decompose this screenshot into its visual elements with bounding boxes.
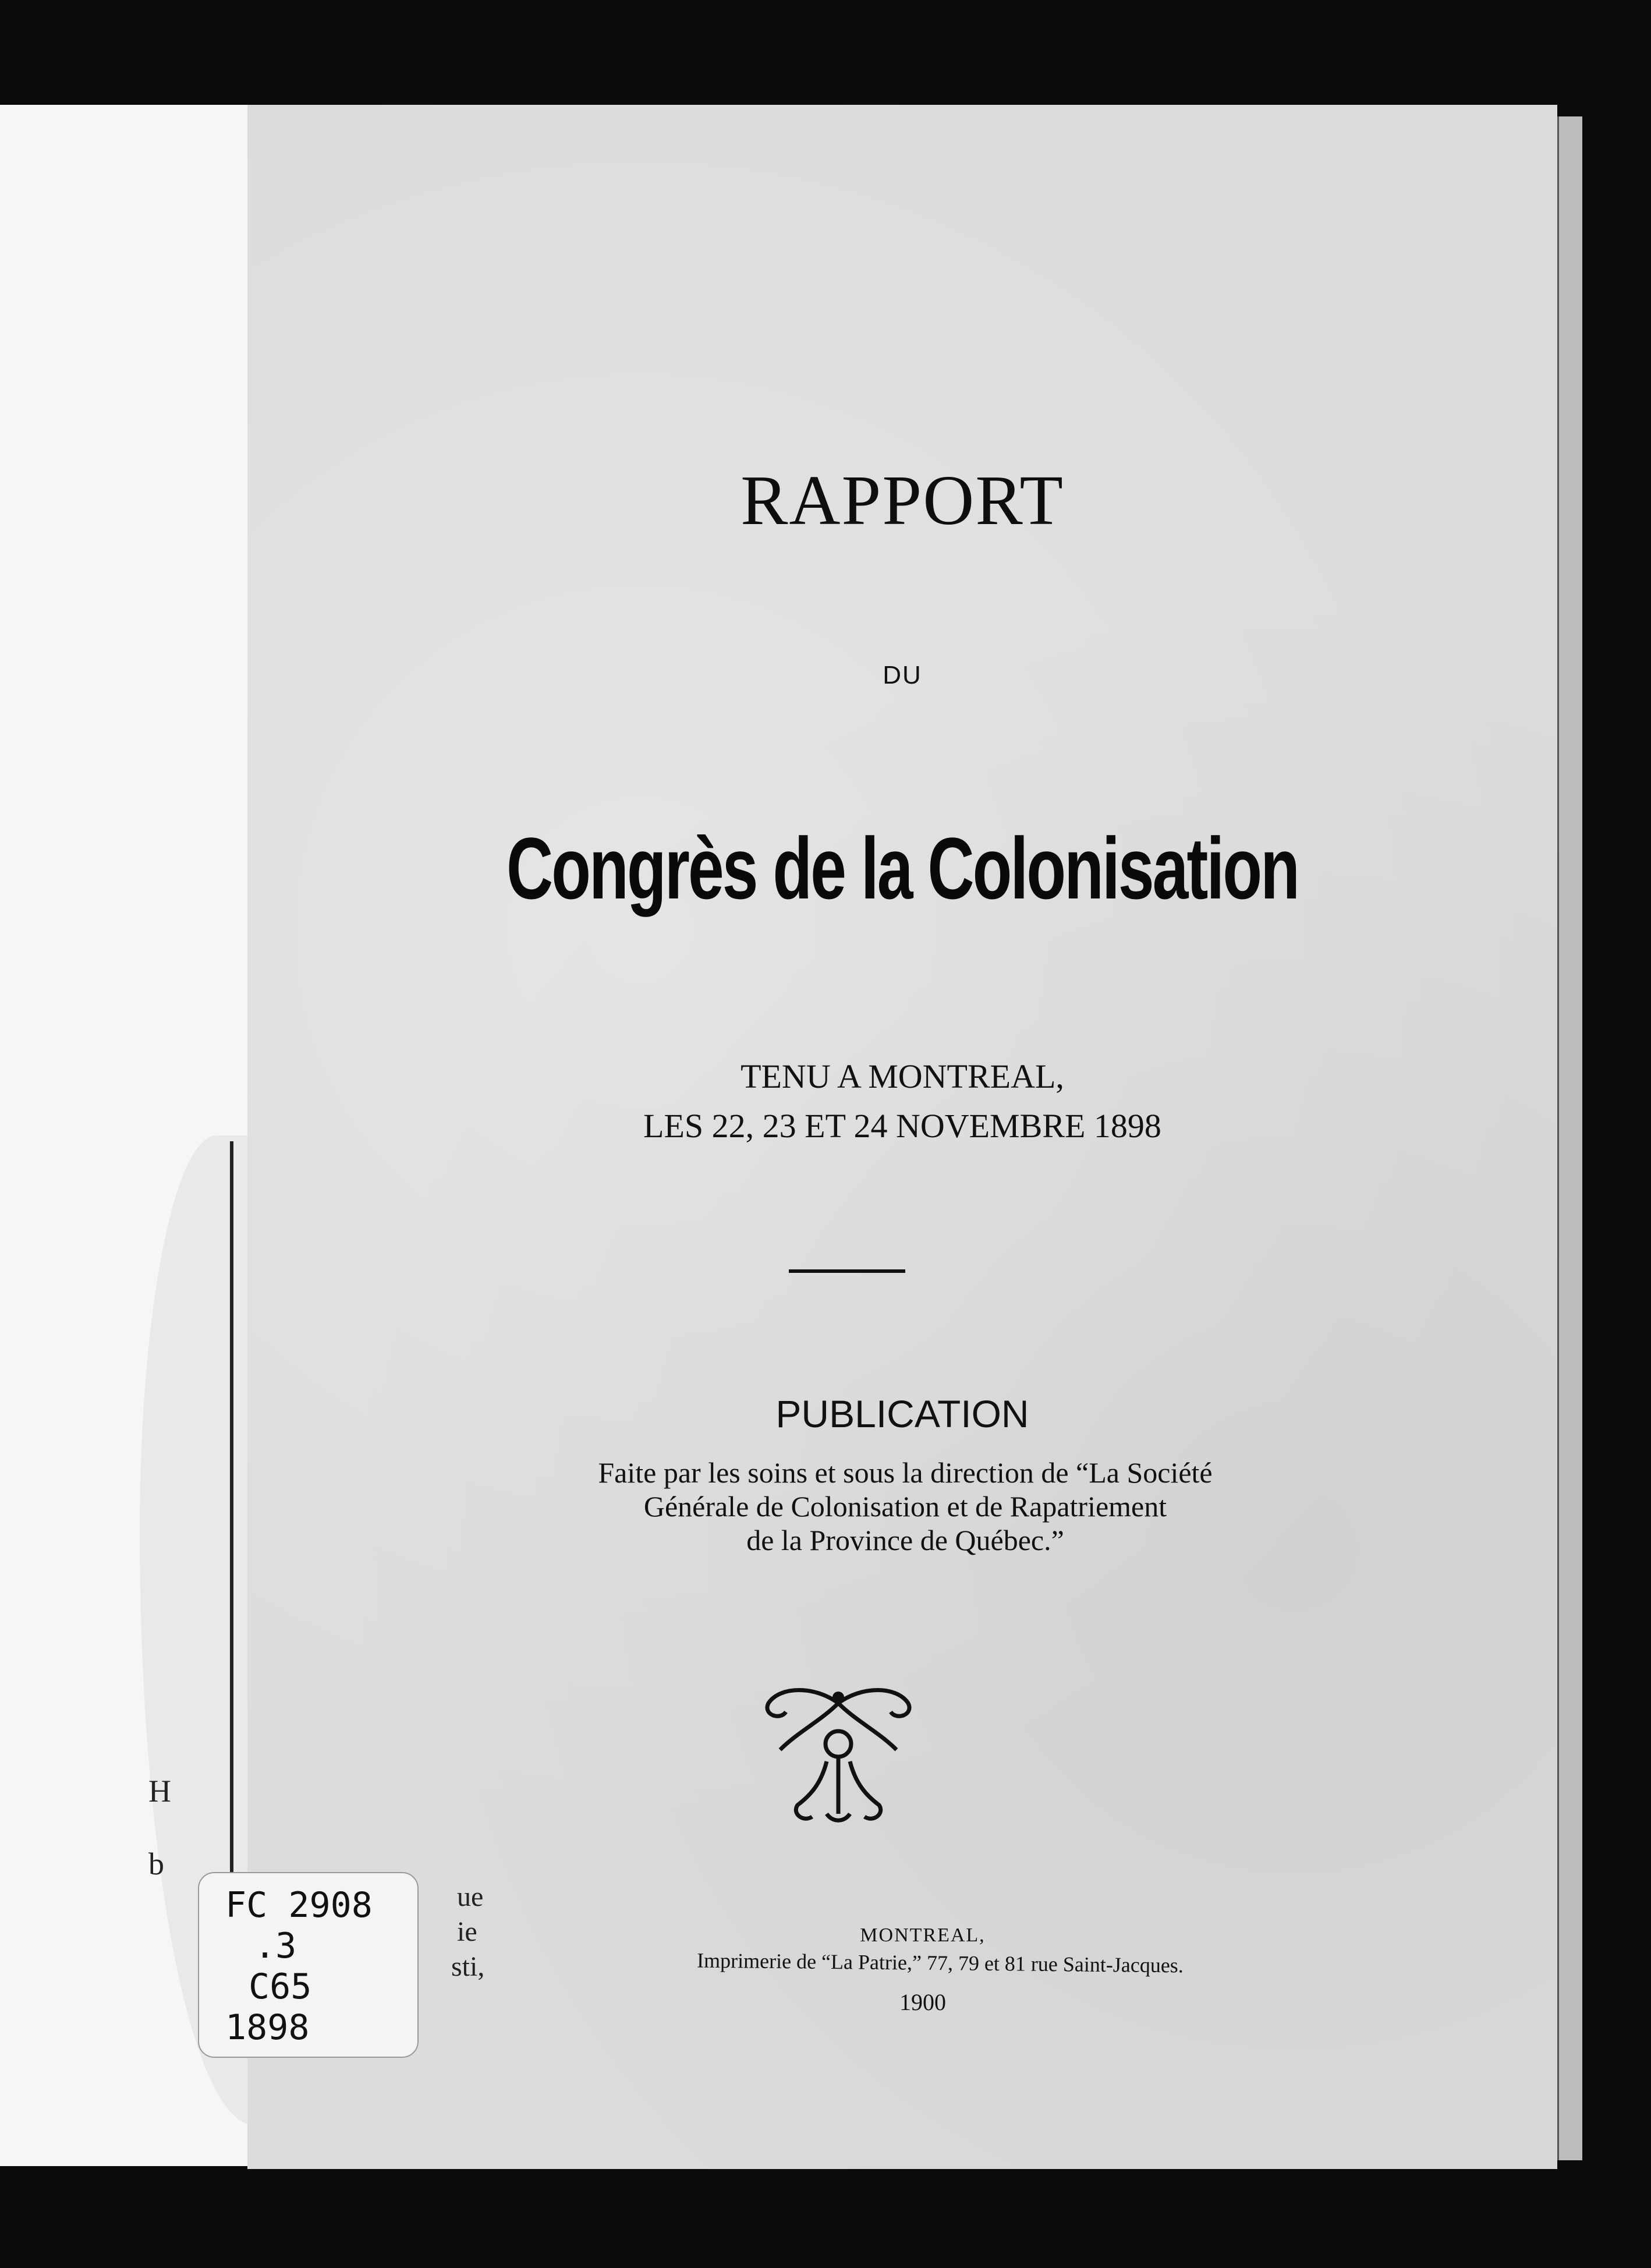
held-line-2: LES 22, 23 ET 24 NOVEMBRE 1898 — [643, 1107, 1161, 1145]
cover-main-title: Congrès de la Colonisation — [506, 819, 1299, 917]
call-number-label — [198, 1872, 419, 2058]
underlay-text-1: ue — [457, 1881, 484, 1912]
margin-letter-1: H — [148, 1774, 171, 1809]
imprint-year: 1900 — [899, 1989, 946, 2015]
description-line-2: Générale de Colonisation et de Rapatriement — [643, 1490, 1167, 1523]
document-cover — [225, 105, 1557, 2169]
margin-letter-2: b — [148, 1846, 164, 1881]
cover-du: DU — [883, 661, 922, 689]
page-edge-strip — [1557, 116, 1582, 2160]
publication-heading: PUBLICATION — [775, 1392, 1029, 1435]
call-number-line-1: FC 2908 — [225, 1885, 373, 1926]
call-number-line-3: C65 — [249, 1966, 312, 2007]
imprint-city: MONTREAL, — [860, 1924, 986, 1946]
description-line-3: de la Province de Québec.” — [746, 1524, 1064, 1556]
held-line-1: TENU A MONTREAL, — [741, 1057, 1064, 1095]
imprint-printer: Imprimerie de “La Patrie,” 77, 79 et 81 rue Saint-Jacques. — [696, 1948, 1184, 1977]
spine-line — [230, 1141, 233, 1910]
description-line-1: Faite par les soins et sous la direction de “La Société — [598, 1456, 1213, 1489]
underlay-text-3: sti, — [451, 1951, 485, 1982]
publication-description — [410, 1456, 1400, 1557]
underlay-text-2: ie — [457, 1916, 477, 1947]
cover-title: RAPPORT — [741, 461, 1064, 540]
call-number-line-4: 1898 — [225, 2007, 310, 2048]
ornament-icon — [757, 1680, 920, 1828]
divider-rule — [789, 1269, 905, 1273]
call-number-line-2: .3 — [254, 1926, 297, 1966]
